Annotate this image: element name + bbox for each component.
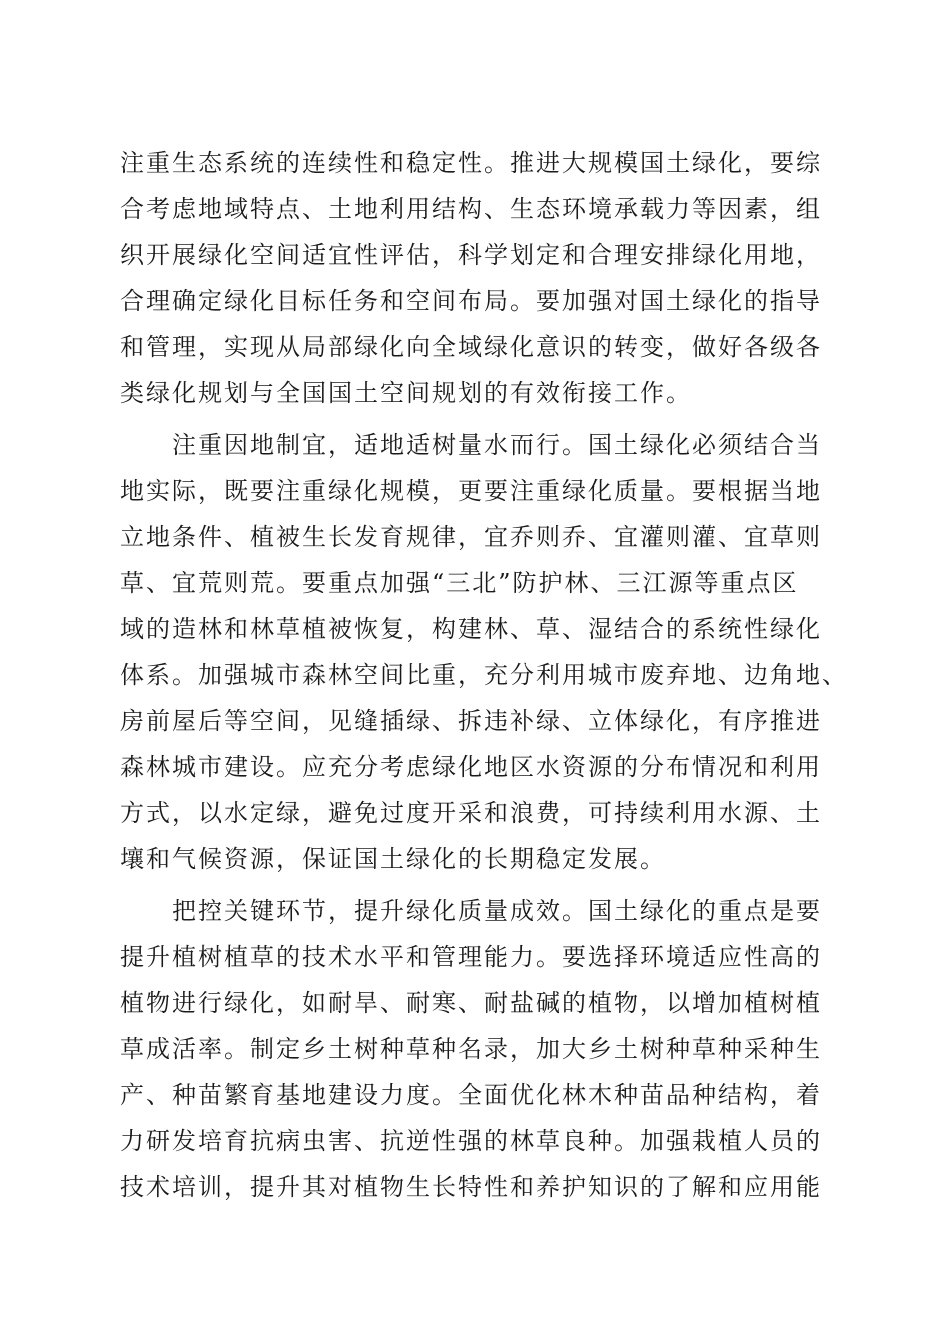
paragraph-line: 和管理，实现从局部绿化向全域绿化意识的转变，做好各级各	[120, 333, 822, 361]
paragraph-2	[120, 422, 848, 882]
paragraph-line: 植物进行绿化，如耐旱、耐寒、耐盐碱的植物，以增加植树植	[120, 989, 822, 1017]
paragraph-line: 把控关键环节，提升绿化质量成效。国土绿化的重点是要	[172, 897, 822, 925]
paragraph-line: 类绿化规划与全国国土空间规划的有效衔接工作。	[120, 379, 692, 407]
paragraph-line: 织开展绿化空间适宜性评估，科学划定和合理安排绿化用地，	[120, 241, 822, 269]
paragraph-line: 房前屋后等空间，见缝插绿、拆违补绿、立体绿化，有序推进	[120, 707, 822, 735]
paragraph-line: 方式，以水定绿，避免过度开采和浪费，可持续利用水源、土	[120, 799, 822, 827]
paragraph-1	[120, 140, 830, 416]
paragraph-line: 技术培训，提升其对植物生长特性和养护知识的了解和应用能	[120, 1173, 822, 1201]
paragraph-line: 力研发培育抗病虫害、抗逆性强的林草良种。加强栽植人员的	[120, 1127, 822, 1155]
paragraph-line: 森林城市建设。应充分考虑绿化地区水资源的分布情况和利用	[120, 753, 822, 781]
paragraph-line: 立地条件、植被生长发育规律，宜乔则乔、宜灌则灌、宜草则	[120, 523, 822, 551]
paragraph-3	[120, 888, 830, 1210]
paragraph-line: 注重因地制宜，适地适树量水而行。国土绿化必须结合当	[172, 431, 822, 459]
paragraph-line: 产、种苗繁育基地建设力度。全面优化林木种苗品种结构，着	[120, 1081, 822, 1109]
paragraph-line: 体系。加强城市森林空间比重，充分利用城市废弃地、边角地、	[120, 661, 848, 689]
paragraph-line: 草、宜荒则荒。要重点加强“三北”防护林、三江源等重点区	[120, 569, 799, 597]
paragraph-line: 合理确定绿化目标任务和空间布局。要加强对国土绿化的指导	[120, 287, 822, 315]
paragraph-line: 地实际，既要注重绿化规模，更要注重绿化质量。要根据当地	[120, 477, 822, 505]
paragraph-line: 注重生态系统的连续性和稳定性。推进大规模国土绿化，要综	[120, 149, 822, 177]
paragraph-line: 壤和气候资源，保证国土绿化的长期稳定发展。	[120, 845, 666, 873]
paragraph-line: 提升植树植草的技术水平和管理能力。要选择环境适应性高的	[120, 943, 822, 971]
paragraph-line: 域的造林和林草植被恢复，构建林、草、湿结合的系统性绿化	[120, 615, 822, 643]
document-body	[120, 140, 848, 1210]
paragraph-line: 合考虑地域特点、土地利用结构、生态环境承载力等因素，组	[120, 195, 822, 223]
paragraph-line: 草成活率。制定乡土树种草种名录，加大乡土树种草种采种生	[120, 1035, 822, 1063]
